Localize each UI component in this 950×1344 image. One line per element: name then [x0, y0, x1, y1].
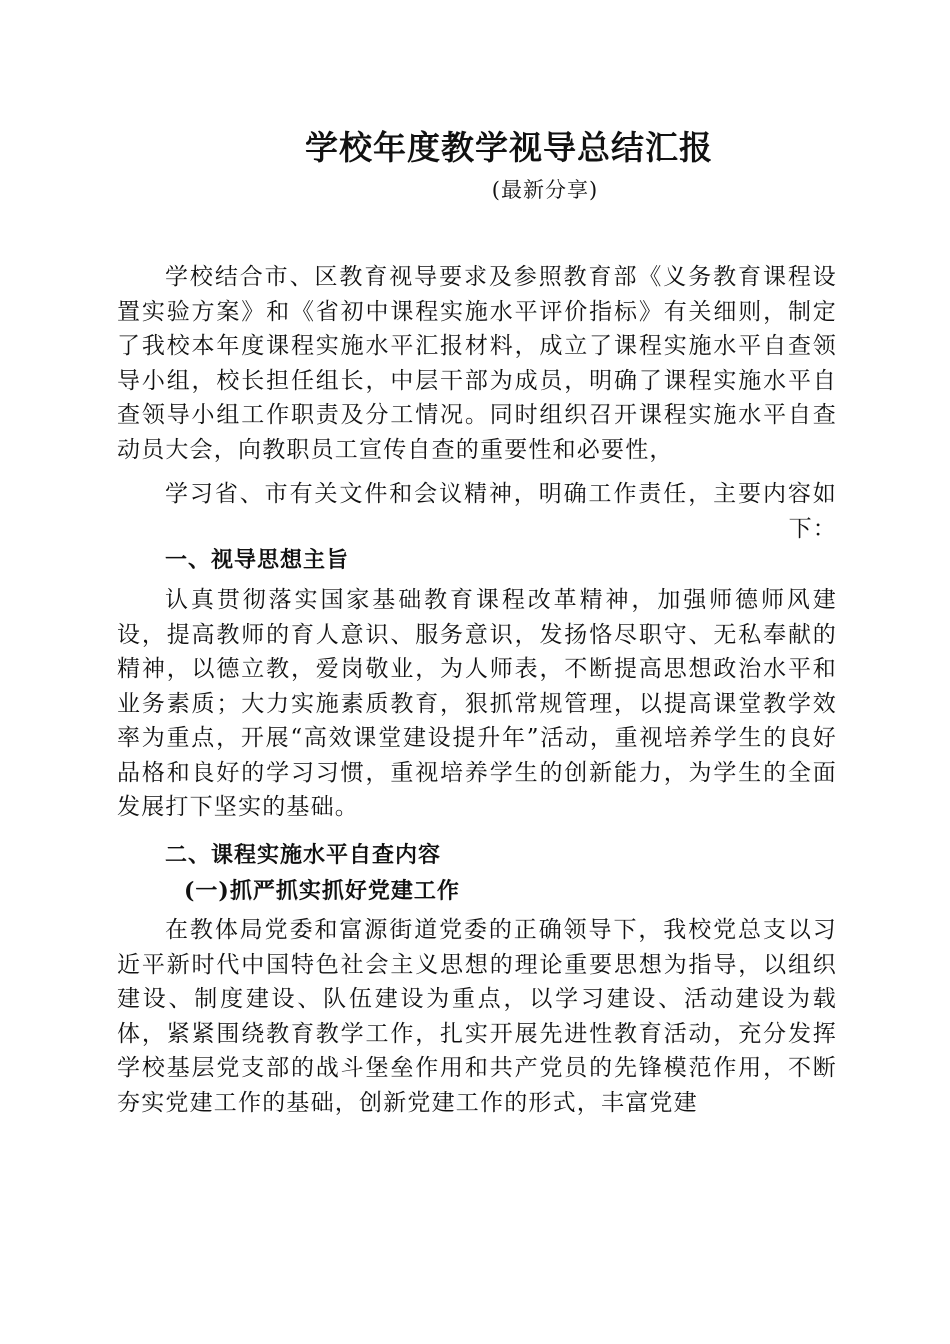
section2-heading: 二、课程实施水平自查内容: [165, 843, 442, 868]
document-title: 学校年度教学视导总结汇报: [305, 128, 713, 167]
section1-paragraph: 认真贯彻落实国家基础教育课程改革精神，加强师德师风建设，提高教师的育人意识、服务意识，发扬恪尽职守、无私奉献的精神，以德立教，爱岗敬业，为人师表，不断提高思想政治水平和业务素质；大力实施素质教育，狠抓常规管理，以提高课堂教学效率为重点，开展“高效课堂建设提升年”活动，重视培养学生的良好品格和良好的学习习惯，重视培养学生的创新能力，为学生的全面发展打下坚实的基础。: [117, 587, 837, 820]
section2-subheading-1: (一)抓严抓实抓好党建工作: [184, 878, 460, 904]
intro-paragraph: 学校结合市、区教育视导要求及参照教育部《义务教育课程设置实验方案》和《省初中课程实施水平评价指标》有关细则，制定了我校本年度课程实施水平汇报材料，成立了课程实施水平自查领导小组，校长担任组长，中层干部为成员，明确了课程实施水平自查领导小组工作职责及分工情况。同时组织召开课程实施水平自查动员大会，向教职员工宣传自查的重要性和必要性，: [117, 264, 837, 463]
section2-sub1-paragraph: 在教体局党委和富源街道党委的正确领导下，我校党总支以习近平新时代中国特色社会主义思想的理论重要思想为指导，以组织建设、制度建设、队伍建设为重点，以学习建设、活动建设为载体，紧紧围绕教育教学工作，扎实开展先进性教育活动，充分发挥学校基层党支部的战斗堡垒作用和共产党员的先锋模范作用，不断夯实党建工作的基础，创新党建工作的形式，丰富党建: [117, 917, 837, 1116]
intro-paragraph-continuation: 学习省、市有关文件和会议精神，明确工作责任，主要内容如下：: [165, 481, 837, 542]
section1-heading: 一、视导思想主旨: [165, 548, 350, 573]
document-subtitle: (最新分享): [491, 178, 599, 202]
